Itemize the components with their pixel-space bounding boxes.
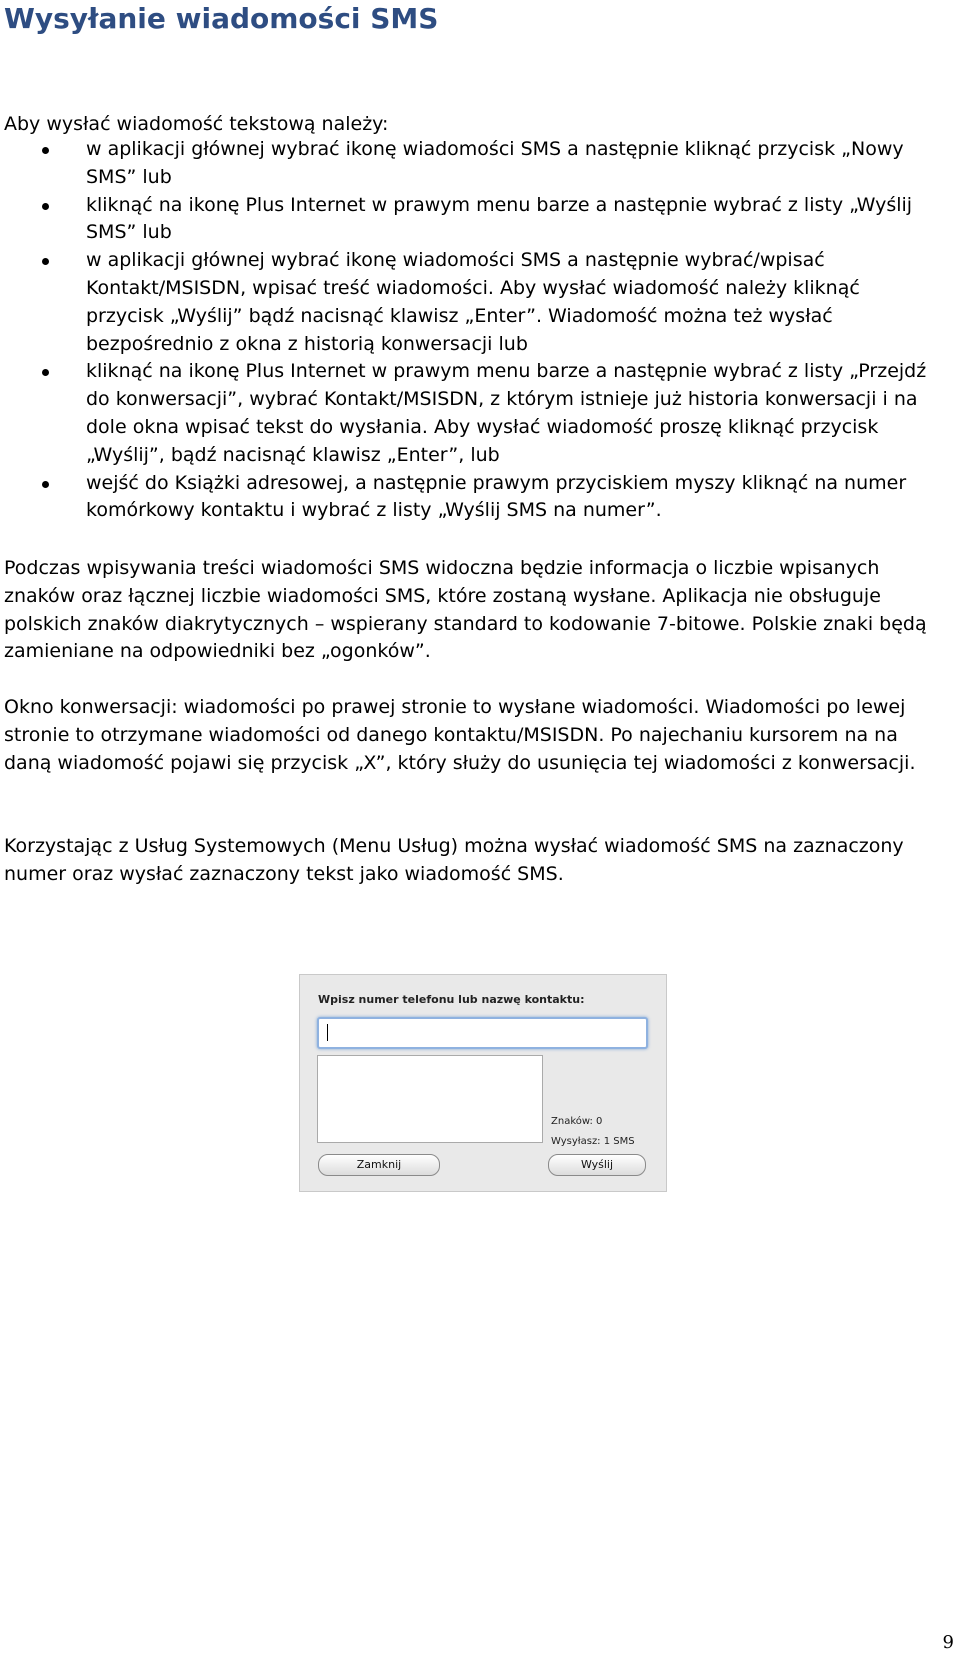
list-item-text: kliknąć na ikonę Plus Internet w prawym menu barze a następnie wybrać z listy „Przejdź do konwersacji”, wybrać Kontakt/MSISDN, z którym istnieje już historia konwersacji i na dole okna wpisać tekst do wysłania. Aby wysłać wiadomość proszę kliknąć przycisk „Wyślij”, bądź nacisnąć klawisz „Enter”, lub	[86, 360, 927, 466]
list-item	[0, 470, 930, 526]
list-item	[0, 136, 930, 192]
list-item	[0, 247, 930, 358]
message-textarea[interactable]	[317, 1055, 543, 1143]
paragraph-character-count: Podczas wpisywania treści wiadomości SMS widoczna będzie informacja o liczbie wpisanych znaków oraz łącznej liczbie wiadomości SMS, które zostaną wysłane. Aplikacja nie obsługuje polskich znaków diakrytycznych – wspierany standard to kodowanie 7-bitowe. Polskie znaki będą zamieniane na odpowiedniki bez „ogonków”.	[4, 557, 927, 663]
sms-count: Wysyłasz: 1 SMS	[551, 1136, 635, 1147]
page-number: 9	[942, 1632, 954, 1653]
bullet-icon	[42, 203, 49, 210]
bullet-icon	[42, 481, 49, 488]
list-item-text: w aplikacji głównej wybrać ikonę wiadomości SMS a następnie kliknąć przycisk „Nowy SMS” lub	[86, 138, 904, 188]
character-count: Znaków: 0	[551, 1116, 603, 1127]
list-item-text: wejść do Książki adresowej, a następnie prawym przyciskiem myszy kliknąć na numer komórkowy kontaktu i wybrać z listy „Wyślij SMS na numer”.	[86, 471, 907, 522]
bullet-icon	[42, 147, 49, 154]
intro-text: Aby wysłać wiadomość tekstową należy:	[4, 113, 389, 135]
list-item	[0, 192, 930, 248]
paragraph-system-services: Korzystając z Usług Systemowych (Menu Usług) można wysłać wiadomość SMS na zaznaczony numer oraz wysłać zaznaczony tekst jako wiadomość SMS.	[4, 835, 904, 885]
send-button[interactable]: Wyślij	[548, 1154, 646, 1176]
text-caret	[327, 1024, 328, 1041]
list-item-text: w aplikacji głównej wybrać ikonę wiadomości SMS a następnie wybrać/wpisać Kontakt/MSISDN, wpisać treść wiadomości. Aby wysłać wiadomość należy kliknąć przycisk „Wyślij” bądź nacisnąć klawisz „Enter”. Wiadomość można też wysłać bezpośrednio z okna z historią konwersacji lub	[86, 249, 860, 355]
bullet-icon	[42, 369, 49, 376]
bullet-icon	[42, 258, 49, 265]
new-sms-dialog-screenshot	[299, 974, 667, 1192]
close-button[interactable]: Zamknij	[318, 1154, 440, 1176]
list-item	[0, 358, 930, 469]
recipient-prompt-label: Wpisz numer telefonu lub nazwę kontaktu:	[318, 993, 585, 1006]
paragraph-conversation-window: Okno konwersacji: wiadomości po prawej stronie to wysłane wiadomości. Wiadomości po lewej stronie to otrzymane wiadomości od danego kontaktu/MSISDN. Po najechaniu kursorem na na daną wiadomość pojawi się przycisk „X”, który służy do usunięcia tej wiadomości z konwersacji.	[4, 696, 916, 774]
page-title: Wysyłanie wiadomości SMS	[4, 2, 439, 35]
instruction-list	[0, 136, 930, 525]
recipient-input[interactable]	[317, 1017, 648, 1049]
list-item-text: kliknąć na ikonę Plus Internet w prawym menu barze a następnie wybrać z listy „Wyślij SMS” lub	[86, 193, 913, 244]
